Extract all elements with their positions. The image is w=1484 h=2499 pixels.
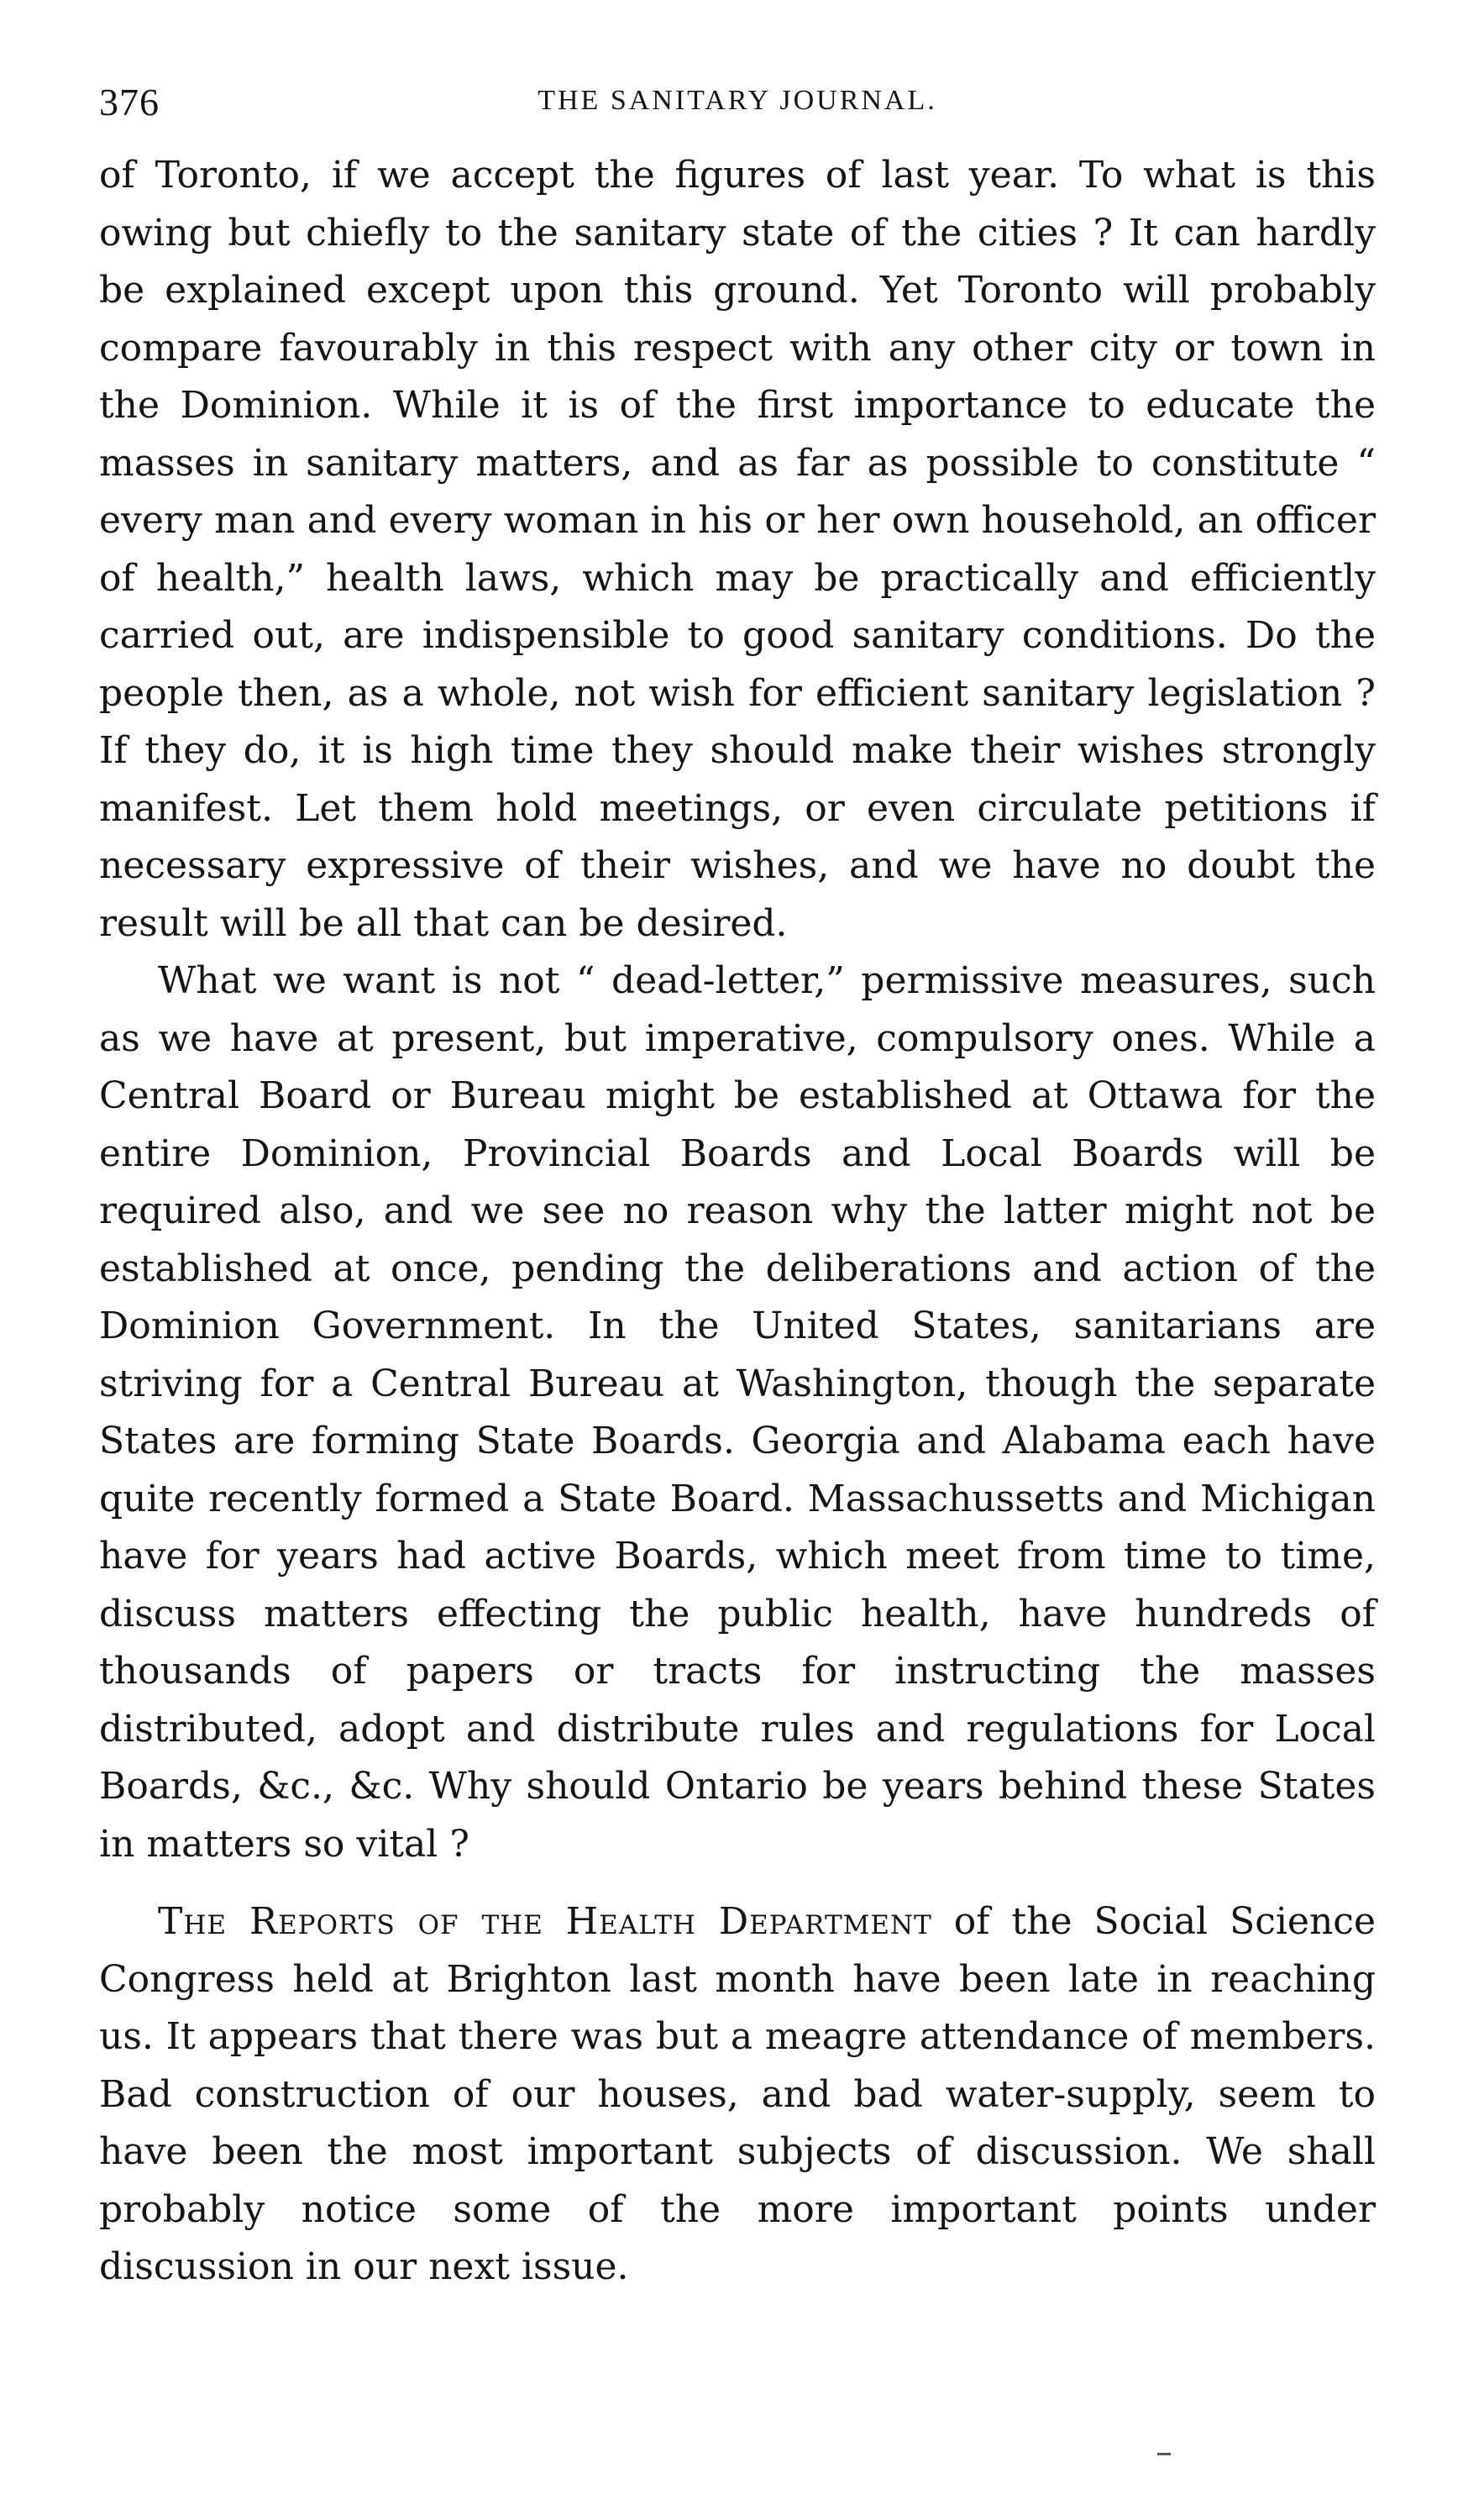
- body-paragraph-reports: [99, 1893, 1376, 2297]
- reports-lead-in: The Reports of the Health Department: [158, 1900, 932, 1943]
- page-bottom-mark: [1157, 2453, 1171, 2455]
- journal-title: THE SANITARY JOURNAL.: [537, 85, 937, 116]
- reports-text: of the Social Science Congress held at Brighton last month have been late in reaching us. It appears that there was but a meagre attendance of members. Bad construction of our houses, and bad water-supply, seem to have been the most important subjects of discussion. We shall probably notice some of the more important points under discussion in our next issue.: [99, 1900, 1376, 2288]
- body-paragraph-continuation: of Toronto, if we accept the figures of last year. To what is this owing but chiefly to the sanitary state of the cities ? It can hardly be explained except upon this ground. Yet Toronto will probably compare favourably in this respect with any other city or town in the Dominion. While it is of the first importance to educate the masses in sanitary matters, and as far as possible to constitute “ every man and every woman in his or her own household, an officer of health,” health laws, which may be practically and efficiently carried out, are indispensible to good sanitary conditions. Do the people then, as a whole, not wish for efficient sanitary legislation ? If they do, it is high time they should make their wishes strongly manifest. Let them hold meetings, or even circulate petitions if necessary expressive of their wishes, and we have no doubt the result will be all that can be desired.: [99, 154, 1376, 945]
- section-break: [99, 1873, 1376, 1893]
- body-paragraph-boards: What we want is not “ dead-letter,” permissive measures, such as we have at present, but imperative, compulsory ones. While a Central Board or Bureau might be established at Ottawa for the entire Dominion, Provincial Boards and Local Boards will be required also, and we see no reason why the latter might not be established at once, pending the deliberations and action of the Dominion Government. In the United States, sanitarians are striving for a Central Bureau at Washington, though the separate States are forming State Boards. Georgia and Alabama each have quite recently formed a State Board. Massachussetts and Michigan have for years had active Boards, which meet from time to time, discuss matters effecting the public health, have hundreds of thousands of papers or tracts for instructing the masses distributed, adopt and distribute rules and regulations for Local Boards, &c., &c. Why should Ontario be years behind these States in matters so vital ?: [99, 959, 1376, 1866]
- page-number: 376: [99, 81, 160, 123]
- journal-page: [99, 80, 1376, 2297]
- running-head: [99, 80, 1376, 147]
